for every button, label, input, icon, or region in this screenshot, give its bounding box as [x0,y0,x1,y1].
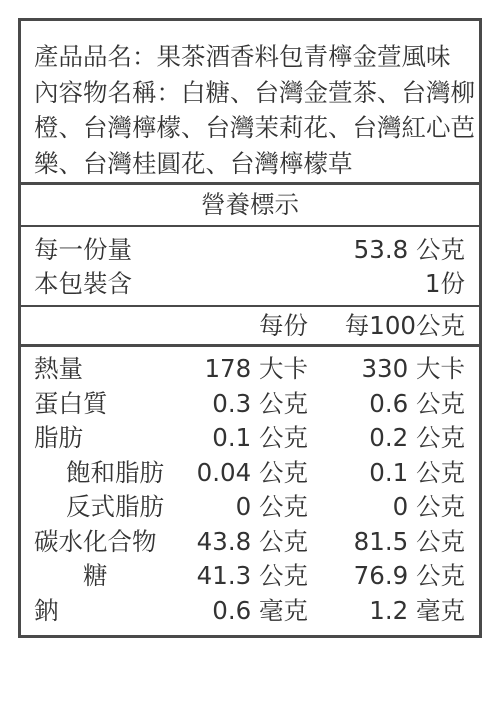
per-100g-value: 81.5 公克 [353,526,465,556]
nutrient-row-fat [21,421,479,456]
serving-size-value: 53.8 公克 [353,235,465,264]
per-serving-value: 0.3 公克 [212,388,308,418]
nutrient-name: 鈉 [34,595,59,625]
ingredients-line: 橙、台灣檸檬、台灣茉莉花、台灣紅心芭 [34,113,475,142]
ingredients-line: 內容物名稱：白糖、台灣金萱茶、台灣柳 [34,77,475,107]
per-100g-header: 每100公克 [344,311,465,340]
nutrient-name: 反式脂肪 [66,492,164,521]
servings-per-package-value: 1份 [424,269,465,298]
nutrient-name: 脂肪 [34,423,83,452]
per-100g-value: 0.2 公克 [369,423,465,452]
nutrient-name: 飽和脂肪 [66,457,164,487]
nutrition-label [18,18,482,638]
per-100g-value: 0.6 公克 [369,388,465,418]
nutrient-row-protein [21,387,479,422]
nutrient-name: 糖 [83,561,108,590]
per-serving-value: 0.6 毫克 [212,595,308,625]
per-100g-value: 0 公克 [392,492,465,521]
servings-per-package-label: 本包裝含 [34,269,132,298]
serving-info [21,227,479,307]
per-serving-value: 0 公克 [235,492,308,521]
product-info [21,21,479,185]
per-serving-header: 每份 [259,311,308,340]
column-headers [21,307,479,347]
nutrition-title: 營養標示 [21,185,479,227]
nutrient-name: 熱量 [34,354,83,383]
per-serving-value: 41.3 公克 [196,561,308,590]
nutrient-row-saturated-fat [21,456,479,491]
per-serving-value: 43.8 公克 [196,526,308,556]
per-100g-value: 0.1 公克 [369,457,465,487]
serving-size-label: 每一份量 [34,235,132,264]
nutrient-row-sugar [21,559,479,594]
ingredients-line: 樂、台灣桂圓花、台灣檸檬草 [34,148,353,178]
nutrient-row-sodium [21,594,479,629]
per-100g-value: 1.2 毫克 [369,595,465,625]
nutrient-name: 碳水化合物 [34,526,157,556]
serving-size-row [34,233,465,267]
nutrient-table [21,347,479,628]
per-serving-value: 0.04 公克 [196,457,308,487]
nutrient-row-energy [21,352,479,387]
nutrient-row-carbohydrate [21,525,479,560]
nutrient-name: 蛋白質 [34,388,108,418]
product-name-line: 產品品名：果茶酒香料包青檸金萱風味 [34,42,451,71]
per-100g-value: 330 大卡 [361,354,465,383]
per-serving-value: 0.1 公克 [212,423,308,452]
nutrient-row-trans-fat [21,490,479,525]
per-100g-value: 76.9 公克 [353,561,465,590]
per-serving-value: 178 大卡 [204,354,308,383]
servings-per-package-row [34,267,465,301]
